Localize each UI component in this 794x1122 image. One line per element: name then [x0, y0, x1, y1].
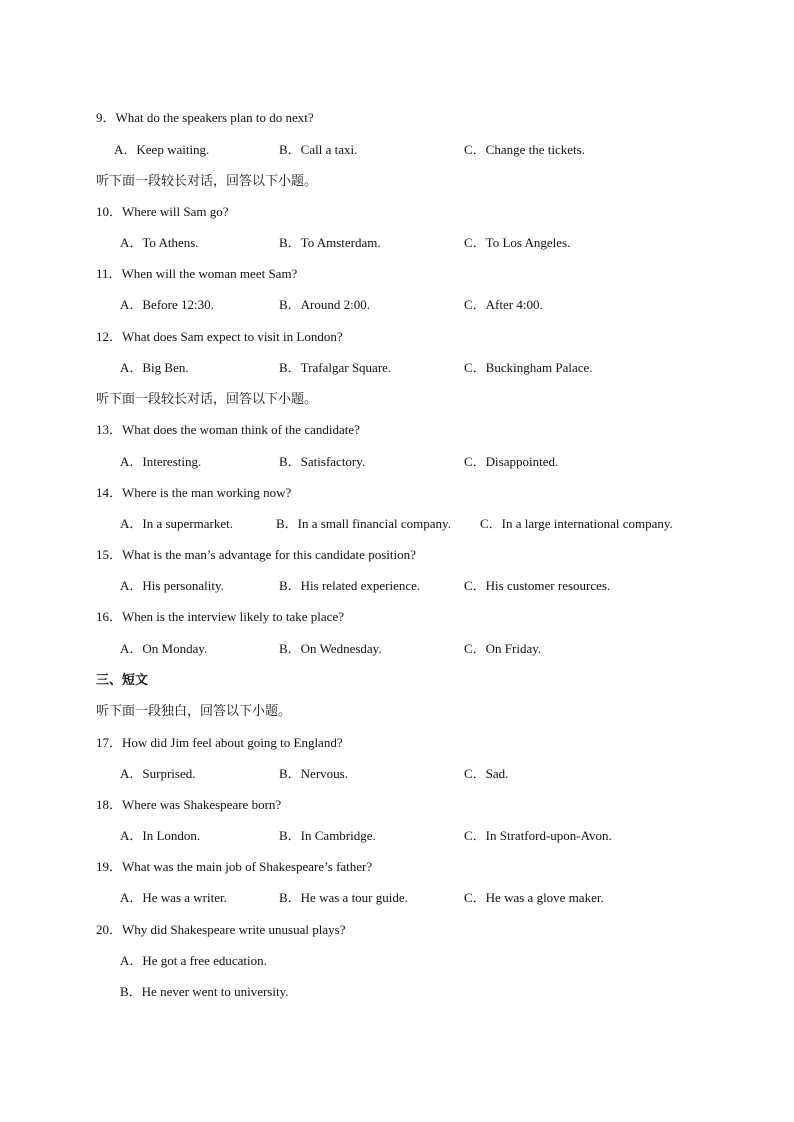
option-9-b: B．Call a taxi.	[279, 142, 358, 157]
question-15: 15．What is the man’s advantage for this candidate position?	[96, 547, 416, 562]
question-13: 13．What does the woman think of the candidate?	[96, 422, 360, 437]
option-15-b: B．His related experience.	[279, 578, 421, 593]
question-10: 10．Where will Sam go?	[96, 204, 229, 219]
option-14-a: A．In a supermarket.	[120, 516, 233, 531]
option-12-b: B．Trafalgar Square.	[279, 360, 392, 375]
option-18-a: A．In London.	[120, 828, 201, 843]
question-16: 16．When is the interview likely to take place?	[96, 609, 344, 624]
option-14-b: B．In a small financial company.	[276, 516, 451, 531]
option-19-b: B．He was a tour guide.	[279, 890, 408, 905]
question-9: 9．What do the speakers plan to do next?	[96, 110, 314, 125]
question-20: 20．Why did Shakespeare write unusual plays?	[96, 922, 346, 937]
option-17-b: B．Nervous.	[279, 766, 348, 781]
option-17-c: C．Sad.	[464, 766, 509, 781]
option-10-b: B．To Amsterdam.	[279, 235, 381, 250]
option-12-c: C．Buckingham Palace.	[464, 360, 593, 375]
option-13-a: A．Interesting.	[120, 454, 202, 469]
option-10-c: C．To Los Angeles.	[464, 235, 571, 250]
option-14-c: C．In a large international company.	[480, 516, 673, 531]
option-18-c: C．In Stratford-upon-Avon.	[464, 828, 612, 843]
option-18-b: B．In Cambridge.	[279, 828, 376, 843]
question-12: 12．What does Sam expect to visit in London?	[96, 329, 343, 344]
option-16-c: C．On Friday.	[464, 641, 542, 656]
question-19: 19．What was the main job of Shakespeare’s father?	[96, 859, 373, 874]
option-13-c: C．Disappointed.	[464, 454, 559, 469]
option-13-b: B．Satisfactory.	[279, 454, 366, 469]
option-16-b: B．On Wednesday.	[279, 641, 382, 656]
option-15-a: A．His personality.	[120, 578, 224, 593]
option-20-a: A．He got a free education.	[120, 953, 267, 968]
section-3-heading: 三、短文	[96, 672, 149, 687]
question-18: 18．Where was Shakespeare born?	[96, 797, 282, 812]
option-17-a: A．Surprised.	[120, 766, 196, 781]
instruction-long-dialogue-2: 听下面一段较长对话，回答以下小题。	[96, 391, 318, 406]
option-15-c: C．His customer resources.	[464, 578, 611, 593]
option-12-a: A．Big Ben.	[120, 360, 189, 375]
option-11-a: A．Before 12:30.	[120, 297, 214, 312]
question-17: 17．How did Jim feel about going to England?	[96, 735, 343, 750]
question-14: 14．Where is the man working now?	[96, 485, 292, 500]
option-20-b: B．He never went to university.	[120, 984, 289, 999]
instruction-monologue: 听下面一段独白，回答以下小题。	[96, 703, 292, 718]
option-9-a: A．Keep waiting.	[114, 142, 210, 157]
question-11: 11．When will the woman meet Sam?	[96, 266, 298, 281]
option-19-a: A．He was a writer.	[120, 890, 227, 905]
instruction-long-dialogue-1: 听下面一段较长对话，回答以下小题。	[96, 173, 318, 188]
option-16-a: A．On Monday.	[120, 641, 208, 656]
option-19-c: C．He was a glove maker.	[464, 890, 604, 905]
option-11-c: C．After 4:00.	[464, 297, 543, 312]
option-11-b: B．Around 2:00.	[279, 297, 371, 312]
option-10-a: A．To Athens.	[120, 235, 199, 250]
option-9-c: C．Change the tickets.	[464, 142, 585, 157]
